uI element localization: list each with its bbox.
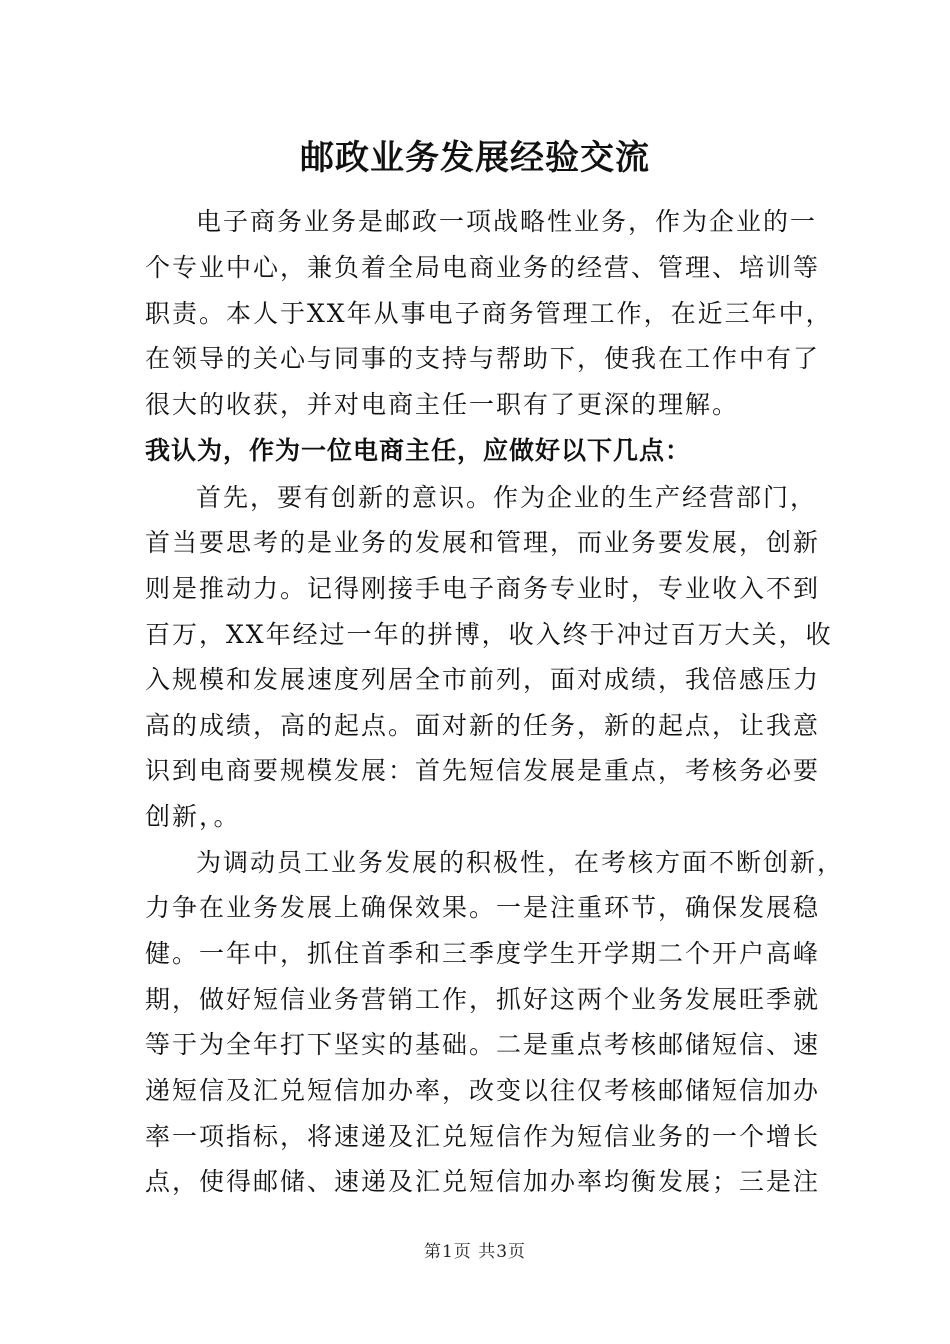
text-line: 首先，要有创新的意识。作为企业的生产经营部门， <box>196 483 818 512</box>
text-line: 在领导的关心与同事的支持与帮助下，使我在工作中有了 <box>145 344 821 373</box>
bold-heading-line: 我认为，作为一位电商主任，应做好以下几点： <box>145 436 692 465</box>
text-line: 为调动员工业务发展的积极性，在考核方面不断创新， <box>196 848 845 877</box>
text-line: 个专业中心，兼负着全局电商业务的经营、管理、培训等 <box>145 253 821 282</box>
text-line: 健。一年中，抓住首季和三季度学生开学期二个开户高峰 <box>145 939 821 968</box>
text-line: 职责。本人于XX年从事电子商务管理工作，在近三年中， <box>145 299 833 328</box>
page-footer: 第1页 共3页 <box>423 1242 527 1262</box>
text-line: 则是推动力。记得刚接手电子商务专业时，专业收入不到 <box>145 574 821 603</box>
text-line: 很大的收获，并对电商主任一职有了更深的理解。 <box>145 390 740 419</box>
text-line: 率一项指标，将速递及汇兑短信作为短信业务的一个增长 <box>145 1122 821 1151</box>
text-line: 递短信及汇兑短信加办率，改变以往仅考核邮储短信加办 <box>145 1076 821 1105</box>
text-line: 等于为全年打下坚实的基础。二是重点考核邮储短信、速 <box>145 1030 821 1059</box>
page-title: 邮政业务发展经验交流 <box>300 138 650 178</box>
text-line: 百万，XX年经过一年的拼博，收入终于冲过百万大关，收 <box>145 620 833 649</box>
text-line: 期，做好短信业务营销工作，抓好这两个业务发展旺季就 <box>145 985 821 1014</box>
text-line: 电子商务业务是邮政一项战略性业务，作为企业的一 <box>196 207 818 236</box>
text-line: 高的成绩，高的起点。面对新的任务，新的起点，让我意 <box>145 711 821 740</box>
text-line: 力争在业务发展上确保效果。一是注重环节，确保发展稳 <box>145 893 821 922</box>
text-line: 创新，。 <box>145 802 241 831</box>
text-line: 首当要思考的是业务的发展和管理，而业务要发展，创新 <box>145 528 821 557</box>
text-line: 点，使得邮储、速递及汇兑短信加办率均衡发展；三是注 <box>145 1167 821 1196</box>
text-line: 入规模和发展速度列居全市前列，面对成绩，我倍感压力 <box>145 665 821 694</box>
text-line: 识到电商要规模发展：首先短信发展是重点，考核务必要 <box>145 756 821 785</box>
